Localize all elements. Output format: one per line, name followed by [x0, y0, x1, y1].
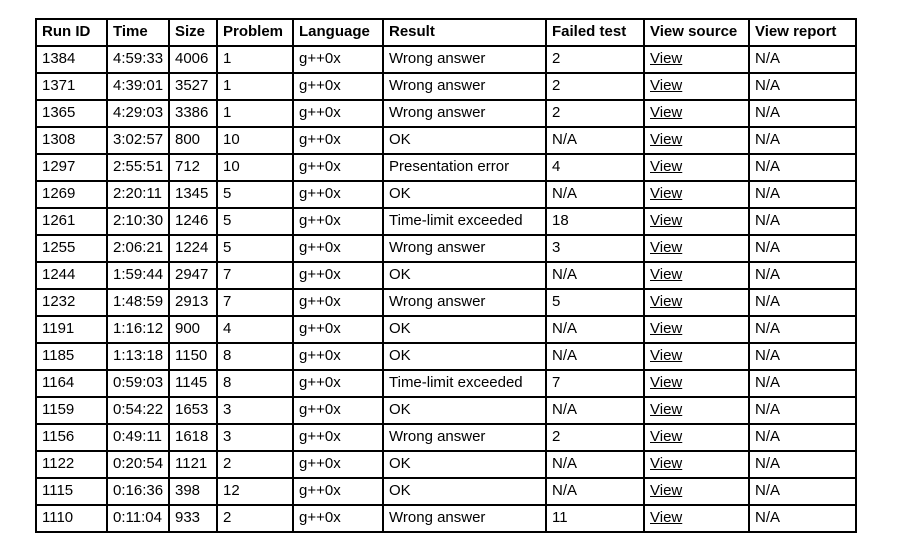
cell-language: g++0x [293, 316, 383, 343]
view-source-link[interactable]: View [650, 374, 683, 392]
cell-failed-test: 4 [546, 154, 644, 181]
cell-view-source [644, 397, 749, 424]
view-source-link[interactable]: View [650, 320, 683, 338]
column-header-result: Result [383, 19, 546, 46]
cell-result: Wrong answer [383, 46, 546, 73]
cell-language: g++0x [293, 370, 383, 397]
view-source-link[interactable]: View [650, 266, 683, 284]
cell-size: 1121 [169, 451, 217, 478]
cell-language: g++0x [293, 397, 383, 424]
column-header-view-source: View source [644, 19, 749, 46]
cell-view-source [644, 316, 749, 343]
cell-result: Time-limit exceeded [383, 370, 546, 397]
column-header-time: Time [107, 19, 169, 46]
view-source-link[interactable]: View [650, 77, 683, 95]
table-header [36, 19, 856, 46]
table-row [36, 73, 856, 100]
cell-problem: 1 [217, 46, 293, 73]
table-row [36, 154, 856, 181]
cell-view-report: N/A [749, 181, 856, 208]
cell-failed-test: N/A [546, 127, 644, 154]
cell-language: g++0x [293, 127, 383, 154]
cell-failed-test: N/A [546, 451, 644, 478]
table-row [36, 100, 856, 127]
cell-failed-test: 18 [546, 208, 644, 235]
cell-time: 4:29:03 [107, 100, 169, 127]
cell-result: OK [383, 343, 546, 370]
column-header-failed-test: Failed test [546, 19, 644, 46]
cell-language: g++0x [293, 208, 383, 235]
cell-size: 398 [169, 478, 217, 505]
cell-failed-test: 3 [546, 235, 644, 262]
cell-problem: 5 [217, 235, 293, 262]
column-header-size: Size [169, 19, 217, 46]
cell-run-id: 1384 [36, 46, 107, 73]
view-source-link[interactable]: View [650, 509, 683, 527]
cell-size: 900 [169, 316, 217, 343]
cell-failed-test: 5 [546, 289, 644, 316]
cell-failed-test: N/A [546, 316, 644, 343]
cell-failed-test: N/A [546, 181, 644, 208]
cell-language: g++0x [293, 181, 383, 208]
cell-result: Presentation error [383, 154, 546, 181]
view-source-link[interactable]: View [650, 239, 683, 257]
view-source-link[interactable]: View [650, 50, 683, 68]
cell-view-source [644, 46, 749, 73]
cell-time: 0:49:11 [107, 424, 169, 451]
cell-failed-test: N/A [546, 262, 644, 289]
table-row [36, 181, 856, 208]
cell-result: OK [383, 127, 546, 154]
cell-time: 2:06:21 [107, 235, 169, 262]
cell-failed-test: 2 [546, 46, 644, 73]
cell-view-report: N/A [749, 73, 856, 100]
cell-result: Wrong answer [383, 505, 546, 532]
view-source-link[interactable]: View [650, 158, 683, 176]
cell-run-id: 1365 [36, 100, 107, 127]
cell-size: 1618 [169, 424, 217, 451]
cell-view-report: N/A [749, 424, 856, 451]
cell-run-id: 1371 [36, 73, 107, 100]
cell-size: 1224 [169, 235, 217, 262]
cell-view-report: N/A [749, 46, 856, 73]
cell-view-report: N/A [749, 154, 856, 181]
cell-view-source [644, 73, 749, 100]
cell-language: g++0x [293, 154, 383, 181]
cell-language: g++0x [293, 451, 383, 478]
cell-run-id: 1244 [36, 262, 107, 289]
cell-view-report: N/A [749, 100, 856, 127]
submissions-table-container [35, 18, 857, 533]
cell-problem: 8 [217, 343, 293, 370]
cell-view-source [644, 289, 749, 316]
cell-problem: 5 [217, 181, 293, 208]
view-source-link[interactable]: View [650, 455, 683, 473]
cell-problem: 8 [217, 370, 293, 397]
cell-time: 1:48:59 [107, 289, 169, 316]
cell-result: OK [383, 451, 546, 478]
cell-view-report: N/A [749, 208, 856, 235]
cell-view-source [644, 262, 749, 289]
view-source-link[interactable]: View [650, 293, 683, 311]
cell-time: 0:59:03 [107, 370, 169, 397]
table-row [36, 343, 856, 370]
cell-result: Wrong answer [383, 289, 546, 316]
submissions-table [35, 18, 857, 533]
table-row [36, 46, 856, 73]
cell-problem: 10 [217, 127, 293, 154]
cell-time: 4:59:33 [107, 46, 169, 73]
cell-size: 1150 [169, 343, 217, 370]
cell-problem: 7 [217, 262, 293, 289]
cell-result: OK [383, 397, 546, 424]
cell-time: 0:54:22 [107, 397, 169, 424]
cell-problem: 5 [217, 208, 293, 235]
cell-time: 0:16:36 [107, 478, 169, 505]
cell-time: 2:20:11 [107, 181, 169, 208]
cell-time: 0:11:04 [107, 505, 169, 532]
cell-size: 1653 [169, 397, 217, 424]
cell-run-id: 1261 [36, 208, 107, 235]
view-source-link[interactable]: View [650, 347, 683, 365]
cell-problem: 4 [217, 316, 293, 343]
cell-result: OK [383, 181, 546, 208]
cell-run-id: 1164 [36, 370, 107, 397]
cell-view-report: N/A [749, 505, 856, 532]
cell-problem: 2 [217, 451, 293, 478]
cell-view-source [644, 154, 749, 181]
column-header-view-report: View report [749, 19, 856, 46]
cell-view-report: N/A [749, 397, 856, 424]
table-row [36, 289, 856, 316]
cell-run-id: 1269 [36, 181, 107, 208]
cell-view-source [644, 505, 749, 532]
cell-view-source [644, 478, 749, 505]
cell-view-report: N/A [749, 451, 856, 478]
cell-view-source [644, 181, 749, 208]
table-row [36, 505, 856, 532]
cell-time: 1:16:12 [107, 316, 169, 343]
cell-run-id: 1185 [36, 343, 107, 370]
cell-time: 0:20:54 [107, 451, 169, 478]
cell-language: g++0x [293, 424, 383, 451]
cell-size: 2913 [169, 289, 217, 316]
cell-failed-test: 11 [546, 505, 644, 532]
cell-language: g++0x [293, 289, 383, 316]
cell-result: OK [383, 316, 546, 343]
cell-problem: 3 [217, 424, 293, 451]
table-row [36, 424, 856, 451]
cell-result: Wrong answer [383, 235, 546, 262]
cell-size: 3527 [169, 73, 217, 100]
cell-result: Wrong answer [383, 73, 546, 100]
cell-view-source [644, 370, 749, 397]
table-row [36, 451, 856, 478]
cell-language: g++0x [293, 262, 383, 289]
cell-time: 4:39:01 [107, 73, 169, 100]
cell-problem: 7 [217, 289, 293, 316]
cell-size: 1145 [169, 370, 217, 397]
cell-run-id: 1191 [36, 316, 107, 343]
cell-failed-test: 2 [546, 100, 644, 127]
cell-view-report: N/A [749, 235, 856, 262]
cell-failed-test: 2 [546, 424, 644, 451]
cell-result: Wrong answer [383, 100, 546, 127]
header-row [36, 19, 856, 46]
cell-language: g++0x [293, 478, 383, 505]
cell-size: 4006 [169, 46, 217, 73]
cell-result: Time-limit exceeded [383, 208, 546, 235]
cell-failed-test: N/A [546, 343, 644, 370]
cell-view-report: N/A [749, 478, 856, 505]
table-row [36, 127, 856, 154]
cell-run-id: 1159 [36, 397, 107, 424]
cell-run-id: 1122 [36, 451, 107, 478]
cell-problem: 1 [217, 73, 293, 100]
cell-problem: 2 [217, 505, 293, 532]
cell-view-report: N/A [749, 262, 856, 289]
table-row [36, 370, 856, 397]
table-body [36, 46, 856, 532]
cell-language: g++0x [293, 73, 383, 100]
view-source-link[interactable]: View [650, 212, 683, 230]
cell-failed-test: 7 [546, 370, 644, 397]
cell-view-source [644, 451, 749, 478]
column-header-language: Language [293, 19, 383, 46]
column-header-run-id: Run ID [36, 19, 107, 46]
cell-problem: 1 [217, 100, 293, 127]
table-row [36, 397, 856, 424]
cell-time: 2:55:51 [107, 154, 169, 181]
cell-problem: 3 [217, 397, 293, 424]
cell-size: 1345 [169, 181, 217, 208]
cell-run-id: 1255 [36, 235, 107, 262]
column-header-problem: Problem [217, 19, 293, 46]
cell-result: OK [383, 262, 546, 289]
cell-size: 3386 [169, 100, 217, 127]
cell-time: 1:59:44 [107, 262, 169, 289]
cell-result: Wrong answer [383, 424, 546, 451]
table-row [36, 235, 856, 262]
cell-size: 933 [169, 505, 217, 532]
cell-time: 3:02:57 [107, 127, 169, 154]
view-source-link[interactable]: View [650, 131, 683, 149]
view-source-link[interactable]: View [650, 428, 683, 446]
table-row [36, 262, 856, 289]
cell-view-source [644, 235, 749, 262]
cell-problem: 10 [217, 154, 293, 181]
cell-size: 2947 [169, 262, 217, 289]
cell-failed-test: 2 [546, 73, 644, 100]
cell-size: 712 [169, 154, 217, 181]
cell-run-id: 1115 [36, 478, 107, 505]
cell-view-report: N/A [749, 289, 856, 316]
cell-view-report: N/A [749, 343, 856, 370]
cell-size: 800 [169, 127, 217, 154]
view-source-link[interactable]: View [650, 401, 683, 419]
cell-run-id: 1110 [36, 505, 107, 532]
table-row [36, 316, 856, 343]
table-row [36, 478, 856, 505]
cell-run-id: 1156 [36, 424, 107, 451]
view-source-link[interactable]: View [650, 104, 683, 122]
cell-language: g++0x [293, 505, 383, 532]
cell-view-source [644, 343, 749, 370]
cell-language: g++0x [293, 46, 383, 73]
cell-language: g++0x [293, 235, 383, 262]
cell-time: 1:13:18 [107, 343, 169, 370]
cell-view-source [644, 424, 749, 451]
cell-time: 2:10:30 [107, 208, 169, 235]
cell-view-report: N/A [749, 370, 856, 397]
cell-problem: 12 [217, 478, 293, 505]
cell-view-report: N/A [749, 127, 856, 154]
cell-view-report: N/A [749, 316, 856, 343]
cell-failed-test: N/A [546, 397, 644, 424]
cell-language: g++0x [293, 343, 383, 370]
cell-size: 1246 [169, 208, 217, 235]
cell-view-source [644, 100, 749, 127]
view-source-link[interactable]: View [650, 185, 683, 203]
cell-run-id: 1232 [36, 289, 107, 316]
cell-language: g++0x [293, 100, 383, 127]
cell-run-id: 1308 [36, 127, 107, 154]
cell-view-source [644, 208, 749, 235]
cell-view-source [644, 127, 749, 154]
view-source-link[interactable]: View [650, 482, 683, 500]
cell-failed-test: N/A [546, 478, 644, 505]
cell-run-id: 1297 [36, 154, 107, 181]
table-row [36, 208, 856, 235]
cell-result: OK [383, 478, 546, 505]
